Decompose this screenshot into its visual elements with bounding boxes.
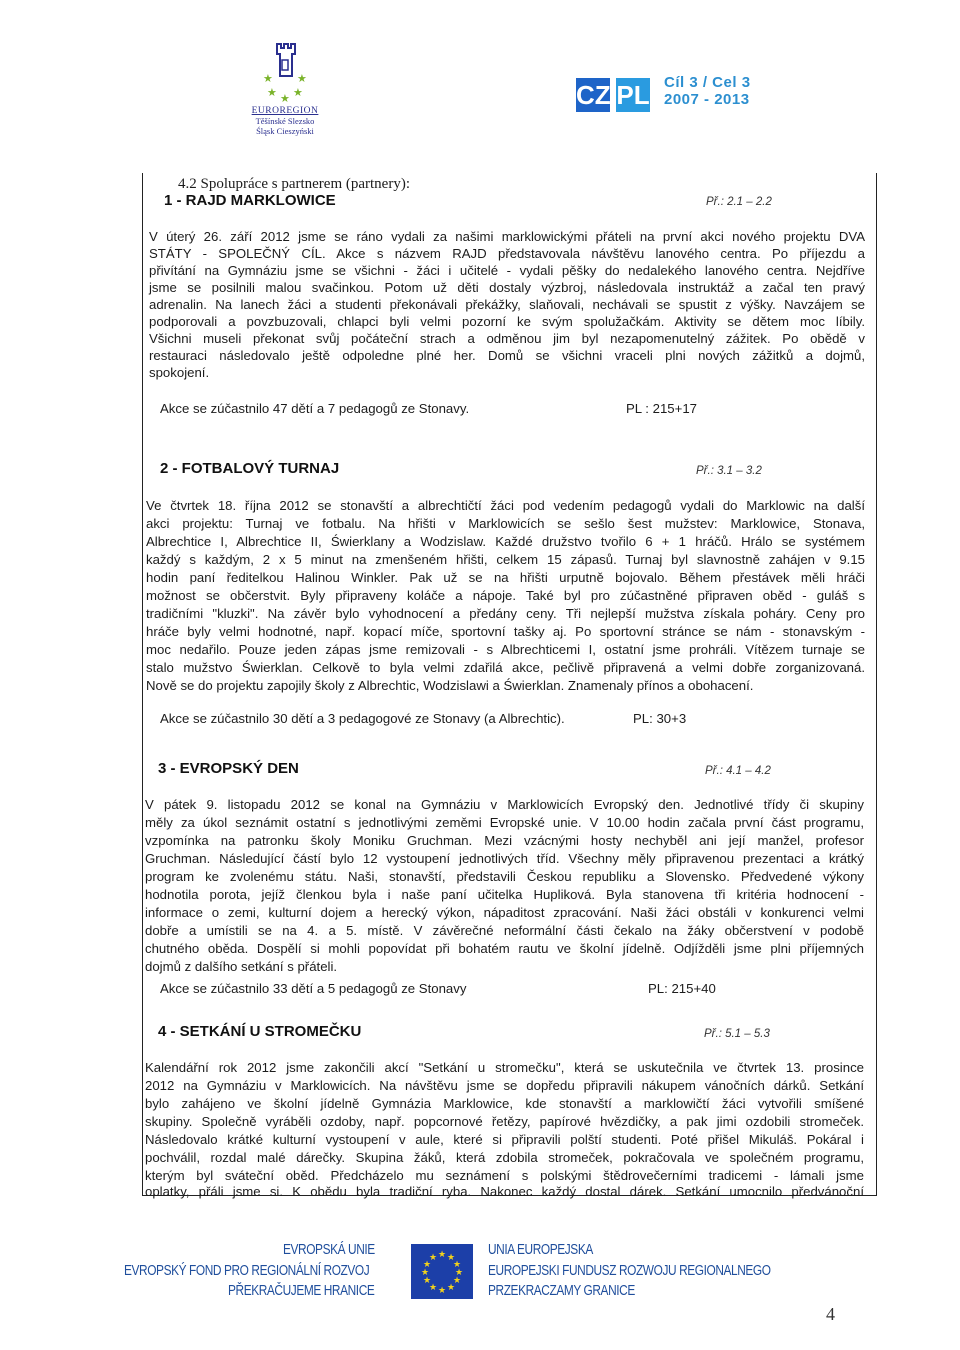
paragraph-line: program ke zvolenému státu. Naši, stonavští, představili Českou republiku a Slovensko. Předvedené výkony: [145, 869, 864, 884]
paragraph-line: moc nedařilo. Pouze jeden zápas jsme remizovali - s Albrechticemi I, ostatní jsme prohráli. Vítězem turnaje se: [146, 642, 865, 657]
paragraph-line: Albrechtice I, Albrechtice II, Świerklany a Wodzislaw. Každé družstvo tvořilo 6 + 1 hráčů. Hrálo se systémem: [146, 534, 865, 549]
svg-text:★: ★: [267, 87, 277, 99]
paragraph-line: přivítání na Gymnáziu jsme se všichni - žáci i učitelé - vydali pěšky do nedalekého lanového centra. Nejdříve: [149, 263, 865, 278]
paragraph-line: měly za úkol seznámit ostatní s jednotlivými zeměmi Evropské unie. V 10.00 hodin začala první část programu,: [145, 815, 864, 830]
paragraph-line: Kalendářní rok 2012 jsme zakončili akcí "Setkání u stromečku", která se uskutečnila ve čtvrtek 13. prosince: [145, 1060, 864, 1075]
paragraph-line: Ve čtvrtek 18. října 2012 se stonavští a albrechtičtí žáci pod vedením pedagogů vydali do Marklowic na další: [146, 498, 865, 513]
paragraph-line: bylo zahájeno ve školní jídelně Gymnázia Marklowice, kde stonavští a marklowičtí žáci vytvořili smíšené: [145, 1096, 864, 1111]
activity-1-pl-count: PL : 215+17: [626, 401, 698, 416]
paragraph-line: každý s každým, 2 x 5 minut na zmenšeném hřišti, celkem 15 zápasů. Turnaj byl slavnostně zahájen v 9.15: [146, 552, 865, 567]
footer-eu-cz: EVROPSKÁ UNIE: [283, 1242, 375, 1258]
footer-slogan-cz: PŘEKRAČUJEME HRANICE: [228, 1283, 375, 1299]
paragraph-line: možnost se občerstvit. Byly připraveny koláče a nápoje. Také byl pro zúčastněné připraven oběd - guláš s: [146, 588, 865, 603]
svg-text:★: ★: [446, 1253, 456, 1263]
activity-3-participants: Akce se zúčastnilo 33 dětí a 5 pedagogů ze Stonavy: [160, 981, 467, 996]
paragraph-line: V pátek 9. listopadu 2012 se konal na Gymnáziu v Marklowicích Evropský den. Jednotlivé třídy či skupiny: [145, 797, 864, 812]
svg-text:★: ★: [452, 1260, 462, 1270]
paragraph-line: informace o zemi, kulturní dojem a herecký výkon, nápaditost zpracování. Naši žáci obstáli v konkurenci velmi: [145, 905, 864, 920]
paragraph-line: skupiny. Společně vyráběli ozdoby, např. popcornové řetězy, papírové hvězdičky, a pak jimi ozdobili stromeček.: [145, 1114, 864, 1129]
paragraph-line: tradičními "kluzki". Na závěr bylo vyhodnocení a předány ceny. Tři nejlepší mužstva získala poháry. Ceny pro: [146, 606, 865, 621]
paragraph-line: oplatky, přáli jsme si. K obědu byla tradiční ryba. Nakonec každý dostal dárek. Setkání umocnilo předvánoční: [145, 1184, 864, 1199]
svg-text:★: ★: [446, 1283, 456, 1293]
czpl-target-line1: Cíl 3 / Cel 3: [664, 74, 751, 91]
svg-text:★: ★: [437, 1250, 447, 1260]
footer-erdf-cz: EVROPSKÝ FOND PRO REGIONÁLNÍ ROZVOJ: [124, 1263, 370, 1279]
paragraph-line: pochválil, rozdal malé dárečky. Skupina žáků, která zdobila stromeček, pokračovala ve společném programu,: [145, 1150, 864, 1165]
page-number: 4: [826, 1304, 835, 1324]
paragraph-line: dojmů z dalšího setkání s přáteli.: [145, 959, 338, 974]
cz-box: CZ: [576, 80, 611, 110]
svg-text:★: ★: [428, 1283, 438, 1293]
section-title: 4.2 Spolupráce s partnerem (partnery):: [178, 176, 410, 192]
euroregion-emblem-icon: [255, 40, 315, 104]
svg-text:★: ★: [420, 1268, 430, 1278]
svg-text:★: ★: [454, 1268, 464, 1278]
paragraph-line: hráče byly velmi hodnotné, např. kopací míče, sportovní tašky aj. Po sportovní stránce se nám - stonavským -: [146, 624, 865, 639]
paragraph-line: Všichni museli překonat svůj počáteční strach a odměnou jim byl nezapomenutelný zážitek. Po obědě v: [149, 331, 865, 346]
activity-4-ref: Př.: 5.1 – 5.3: [704, 1028, 770, 1040]
euroregion-sub-cz: Těšínské Slezsko: [255, 116, 315, 126]
paragraph-line: stalo mužstvo Świerklan. Celkově to byla velmi zdařilá akce, pečlivě připravená a velmi dobře zorganizovaná.: [146, 660, 865, 675]
czpl-program-logo: [576, 72, 776, 122]
svg-text:★: ★: [422, 1260, 432, 1270]
paragraph-line: vzpomínka na patronku školy Moniku Gruchman. Mezi vzácnými hosty nechyběl ani její manžel, profesor: [145, 833, 864, 848]
footer-eu-pl: UNIA EUROPEJSKA: [488, 1242, 593, 1258]
activity-2-ref: Př.: 3.1 – 3.2: [696, 465, 762, 477]
footer-slogan-pl: PRZEKRACZAMY GRANICE: [488, 1283, 635, 1299]
paragraph-line: V úterý 26. září 2012 jsme se ráno vydali za našimi marklowickými přáteli na první akci nového projektu DVA: [149, 229, 865, 244]
activity-2-title: 2 - FOTBALOVÝ TURNAJ: [160, 460, 340, 477]
eu-stars-icon: [411, 1244, 473, 1299]
activity-1-ref: Př.: 2.1 – 2.2: [706, 196, 772, 208]
paragraph-line: Gruchman. Následující částí bylo 12 vystoupení jednotlivých tříd. Všechny měly připravenou prezentaci a krátký: [145, 851, 864, 866]
paragraph-line: spokojení.: [149, 365, 210, 380]
svg-text:★: ★: [437, 1286, 447, 1296]
paragraph-line: 2012 na Gymnáziu v Marklowicích. Na návštěvu jsme se dopředu připravili nákupem vánočních dárků. Setkání: [145, 1078, 864, 1093]
paragraph-line: hodnotila porota, jejíž členkou byla i naše paní učitelka Hupliková. Byla stanovena tři kritéria hodnocení -: [145, 887, 864, 902]
svg-text:★: ★: [428, 1253, 438, 1263]
paragraph-line: Nově se do projektu zapojily školy z Albrechtic, Wodzislawi a Świerklan. Znamenaly přínos a obohacení.: [146, 678, 754, 693]
footer-erdf-pl: EUROPEJSKI FUNDUSZ ROZWOJU REGIONALNEGO: [488, 1263, 771, 1279]
paragraph-line: akci projektu: Turnaj ve fotbalu. Na hřišti v Marklowicích se sešlo šest mužstev: Marklowice, Stonava,: [146, 516, 865, 531]
svg-text:★: ★: [452, 1276, 462, 1286]
paragraph-line: chutného oběda. Dospělí si mohli popovídat při bohatém rautu ve školní jídelně. Odjížděli jsme plni příjemných: [145, 941, 864, 956]
paragraph-line: restauraci následovalo ještě odpoledne plné her. Domů se všichni vraceli plni nových zážitků a dojmů,: [149, 348, 865, 363]
svg-text:★: ★: [422, 1276, 432, 1286]
activity-3-title: 3 - EVROPSKÝ DEN: [158, 760, 299, 777]
paragraph-line: kterým byl sváteční oběd. Předcházelo mu seznámení s polskými štědrovečerními tradicemi - lámali jsme: [145, 1168, 864, 1183]
paragraph-line: dobře a umístili se na 4. a 5. místě. V závěrečné neformální části čekalo na žáky občerstvení v podobě: [145, 923, 864, 938]
euroregion-logo: [240, 40, 330, 136]
czpl-target-label: [664, 74, 751, 108]
czpl-target-line2: 2007 - 2013: [664, 91, 750, 108]
euroregion-sub-pl: Śląsk Cieszyński: [256, 126, 314, 136]
euroregion-name: EUROREGION: [251, 106, 319, 116]
activity-1-title: 1 - RAJD MARKLOWICE: [164, 192, 336, 209]
eu-flag-icon: [411, 1244, 473, 1299]
paragraph-line: podporovali a povzbuzovali, chlapci byli velmi pozorní ke svým spolužačkám. Aktivity se dětem moc líbily.: [149, 314, 865, 329]
pl-box: PL: [616, 80, 650, 110]
svg-text:★: ★: [297, 73, 307, 85]
paragraph-line: jsme se posilnili malou svačinkou. Potom už děti dostaly výzbroj, následovala instruktáž a začal ten pravý: [149, 280, 865, 295]
activity-2-pl-count: PL: 30+3: [633, 711, 687, 726]
paragraph-line: hodin paní ředitelkou Halinou Winkler. Pak už se na hřišti urputně bojovalo. Během přestávek měli hráči: [146, 570, 865, 585]
activity-2-participants: Akce se zúčastnilo 30 dětí a 3 pedagogové ze Stonavy (a Albrechtic).: [160, 711, 565, 726]
activity-3-ref: Př.: 4.1 – 4.2: [705, 765, 771, 777]
svg-text:★: ★: [280, 93, 290, 104]
paragraph-line: STÁTY - SPOLEČNÝ CÍL. Akce s názvem RAJD představovala návštěvu lanového centra. Po příjezdu a: [149, 246, 865, 261]
svg-text:★: ★: [293, 87, 303, 99]
activity-4-title: 4 - SETKÁNÍ U STROMEČKU: [158, 1023, 362, 1040]
activity-1-participants: Akce se zúčastnilo 47 dětí a 7 pedagogů ze Stonavy.: [160, 401, 470, 416]
paragraph-line: adrenalin. Na lanech žáci a studenti překonávali překážky, slaňovali, nechávali se spustit z výšky. Navzájem se: [149, 297, 865, 312]
svg-text:★: ★: [263, 73, 273, 85]
paragraph-line: Následovalo krátké kulturní vystoupení v aule, které si připravili polští studenti. Poté přišel Mikuláš. Pokáral i: [145, 1132, 864, 1147]
activity-3-pl-count: PL: 215+40: [648, 981, 716, 996]
